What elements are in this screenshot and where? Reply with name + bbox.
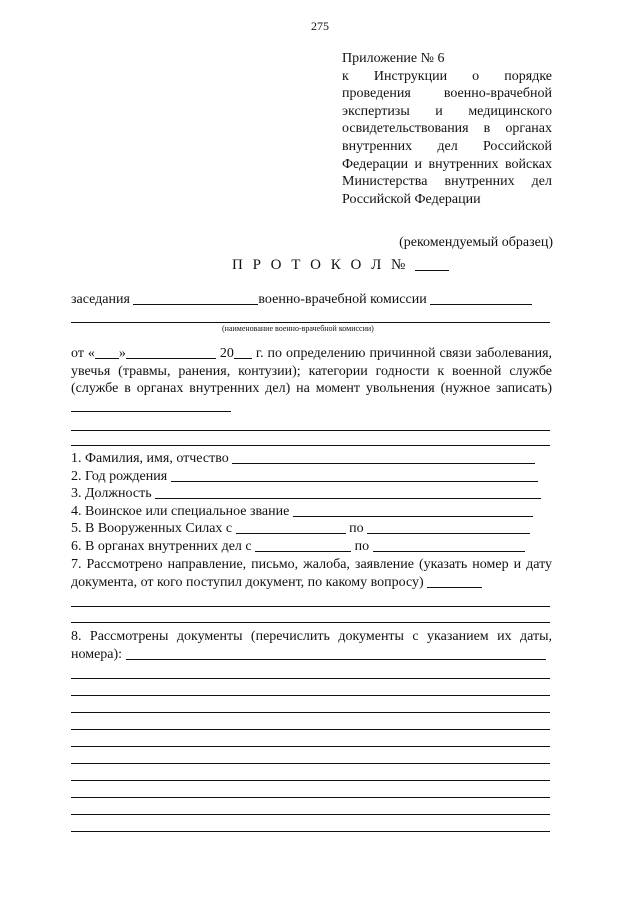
rank-input[interactable] [293, 503, 533, 517]
referral-line-2[interactable] [71, 622, 550, 623]
meeting-prefix: заседания [71, 292, 130, 307]
purpose-text: г. по определению причинной связи заболевания, увечья (травмы, ранения, контузии); категории годности к военной службе (службе в органах внутренних дел) на момент увольнения (нужное записать) [71, 346, 553, 397]
documents-line-3[interactable] [71, 712, 550, 713]
field-documents: 8. Рассмотрены документы (перечислить документы с указанием их даты, номера): [71, 629, 552, 662]
meeting-line [71, 291, 552, 308]
documents-line-2[interactable] [71, 695, 550, 696]
date-month-field[interactable] [126, 345, 216, 359]
documents-line-4[interactable] [71, 729, 550, 730]
referral-line-1[interactable] [71, 606, 550, 607]
documents-line-6[interactable] [71, 763, 550, 764]
documents-line-1[interactable] [71, 678, 550, 679]
field-armed-forces: 5. В Вооруженных Силах с по [71, 520, 552, 537]
meeting-blank-2[interactable] [430, 291, 532, 305]
documents-line-5[interactable] [71, 746, 550, 747]
field-internal-affairs: 6. В органах внутренних дел с по [71, 538, 552, 555]
field-birth-year: 2. Год рождения [71, 468, 552, 485]
field-position: 3. Должность [71, 485, 552, 502]
commission-name-line[interactable] [71, 322, 550, 323]
internal-affairs-from-input[interactable] [255, 538, 351, 552]
protocol-number-field[interactable] [415, 256, 449, 271]
field-referral: 7. Рассмотрено направление, письмо, жалоба, заявление (указать номер и дату документа, от кого поступил документ, по какому вопросу) [71, 557, 552, 590]
date-day-field[interactable] [95, 345, 119, 359]
page-number: 275 [311, 19, 329, 33]
documents-line-10[interactable] [71, 831, 550, 832]
appendix-block [342, 50, 552, 208]
field-rank: 4. Воинское или специальное звание [71, 503, 552, 520]
purpose-paragraph: от « » 20 г. по определению причинной связи заболевания, увечья (травмы, ранения, контузии); категории годности к военной службе (службе в органах внутренних дел) на момент увольнения (нужное записать) [71, 345, 552, 415]
documents-input[interactable] [126, 646, 546, 660]
birth-year-input[interactable] [171, 468, 538, 482]
documents-line-9[interactable] [71, 814, 550, 815]
armed-forces-from-input[interactable] [236, 520, 346, 534]
full-name-input[interactable] [232, 450, 535, 464]
protocol-title [232, 256, 449, 274]
position-input[interactable] [155, 485, 541, 499]
purpose-line-2[interactable] [71, 445, 550, 446]
meeting-blank-1[interactable] [133, 291, 258, 305]
purpose-blank[interactable] [71, 398, 231, 412]
date-year-field[interactable] [234, 345, 252, 359]
armed-forces-to-input[interactable] [367, 520, 530, 534]
appendix-title: Приложение № 6 [342, 51, 445, 66]
sample-note: (рекомендуемый образец) [399, 235, 553, 250]
purpose-line-1[interactable] [71, 430, 550, 431]
documents-line-8[interactable] [71, 797, 550, 798]
field-full-name: 1. Фамилия, имя, отчество [71, 450, 552, 467]
internal-affairs-to-input[interactable] [373, 538, 525, 552]
appendix-body: к Инструкции о порядке проведения военно-врачебной экспертизы и медицинского освидетельствования в органах внутренних дел Российской Федерации и внутренних войсках Министерства внутренних дел Российской Федерации [342, 68, 552, 207]
documents-line-7[interactable] [71, 780, 550, 781]
referral-input[interactable] [427, 574, 482, 588]
protocol-title-text: П Р О Т О К О Л № [232, 257, 409, 273]
commission-name-caption: (наименование военно-врачебной комиссии) [222, 324, 374, 333]
meeting-middle: военно-врачебной комиссии [258, 292, 427, 307]
